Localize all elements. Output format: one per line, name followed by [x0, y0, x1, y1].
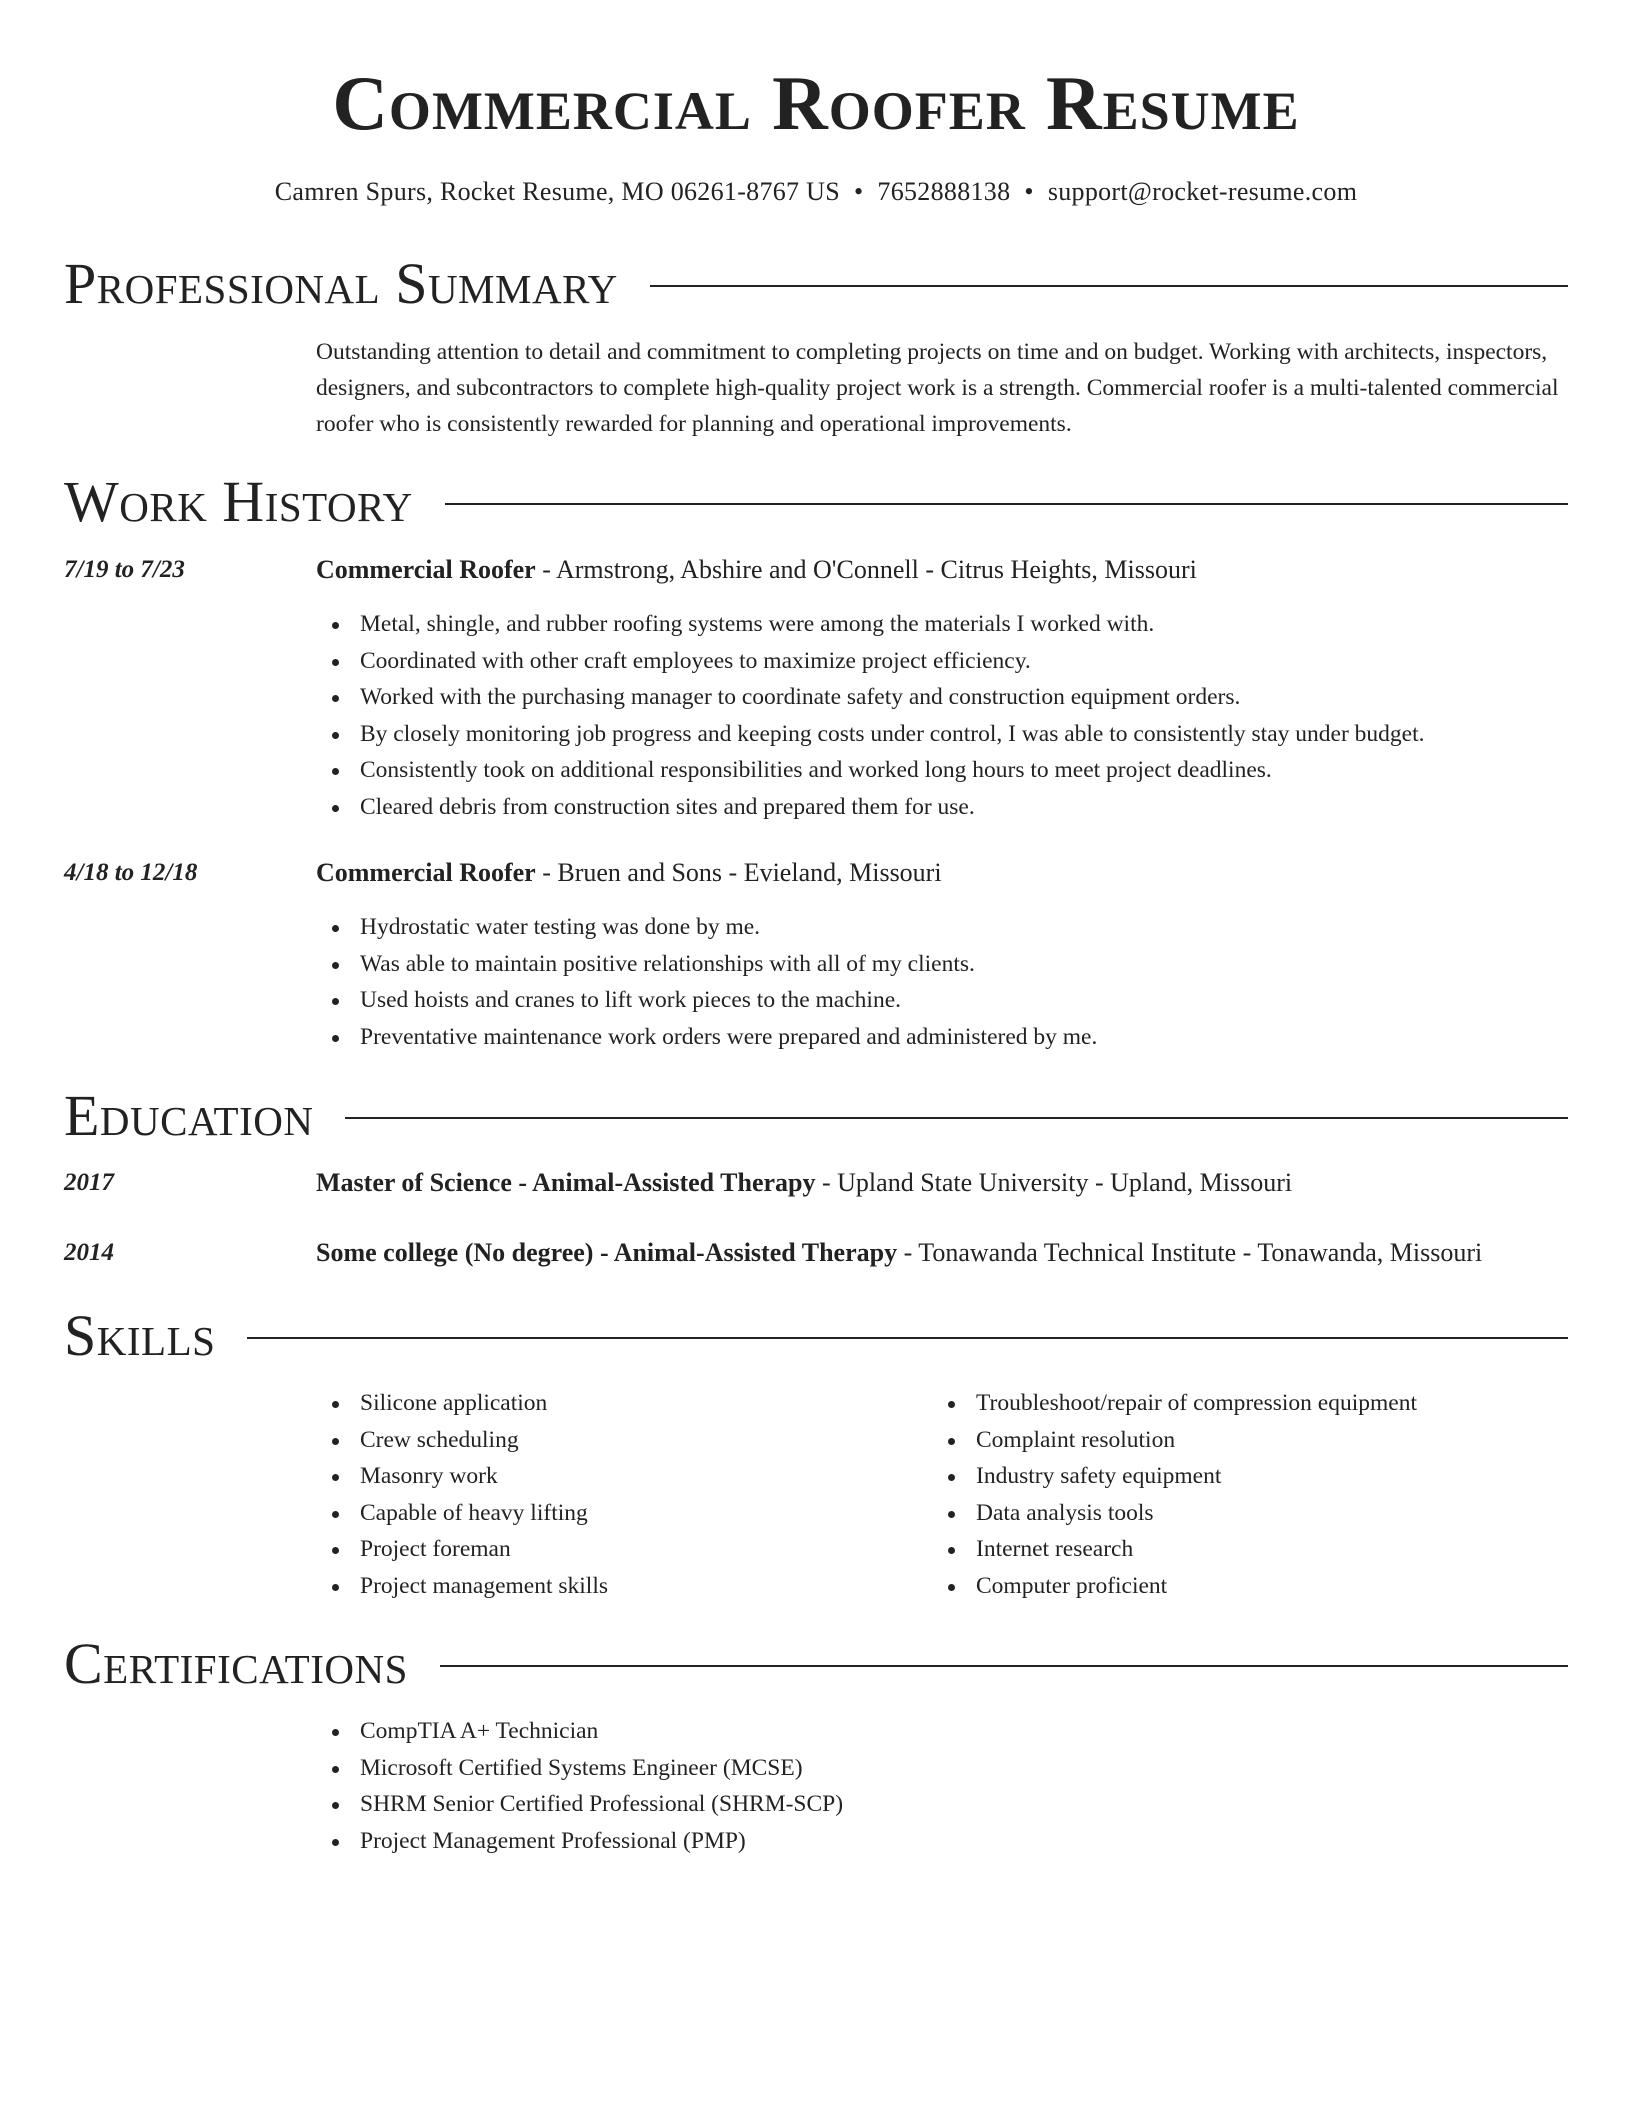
education-degree: Master of Science - Animal-Assisted Therapy [316, 1168, 816, 1197]
section-divider [650, 285, 1568, 287]
list-item: Was able to maintain positive relationships with all of my clients. [316, 946, 1578, 983]
skill-item: Masonry work [316, 1458, 916, 1495]
certifications-list [316, 1713, 1578, 1859]
contact-phone: 7652888138 [877, 177, 1011, 206]
education-details: - Tonawanda Technical Institute - Tonawanda, Missouri [897, 1238, 1483, 1267]
list-item: Preventative maintenance work orders were prepared and administered by me. [316, 1019, 1578, 1056]
contact-separator: • [854, 177, 864, 206]
section-title-skills: Skills [64, 1303, 216, 1368]
section-divider [345, 1117, 1568, 1119]
skill-item: Troubleshoot/repair of compression equipment [932, 1385, 1582, 1422]
contact-email: support@rocket-resume.com [1047, 177, 1358, 206]
section-title-education: Education [64, 1083, 314, 1148]
certification-item: Microsoft Certified Systems Engineer (MCSE) [316, 1750, 1578, 1787]
resume-title: Commercial Roofer Resume [332, 60, 1300, 146]
certification-item: Project Management Professional (PMP) [316, 1823, 1578, 1860]
contact-line [0, 176, 1632, 208]
section-title-summary: Professional Summary [64, 251, 618, 316]
section-title-certifications: Certifications [64, 1631, 408, 1696]
job-title: Commercial Roofer [316, 555, 536, 584]
skill-item: Project foreman [316, 1531, 916, 1568]
job-details: - Bruen and Sons - Evieland, Missouri [535, 858, 942, 887]
education-degree: Some college (No degree) - Animal-Assisted Therapy [316, 1238, 898, 1267]
section-divider [440, 1665, 1568, 1667]
section-divider [445, 503, 1568, 505]
skill-item: Complaint resolution [932, 1422, 1582, 1459]
education-year: 2017 [64, 1169, 114, 1196]
section-divider [247, 1337, 1568, 1339]
job-dates: 7/19 to 7/23 [64, 556, 185, 583]
education-details: - Upland State University - Upland, Missouri [815, 1168, 1293, 1197]
job-title-line [316, 553, 1586, 587]
job-bullets [316, 606, 1578, 825]
summary-text: Outstanding attention to detail and commitment to completing projects on time and on budget. Working with architects, inspectors, designers, and subcontractors to complete high-quality project work is a strength. Commercial roofer is a multi-talented commercial roofer who is consistently rewarded for planning and operational improvements. [316, 339, 1559, 437]
list-item: Used hoists and cranes to lift work pieces to the machine. [316, 982, 1578, 1019]
skills-list-left [316, 1385, 916, 1604]
skill-item: Data analysis tools [932, 1495, 1582, 1532]
job-title: Commercial Roofer [316, 858, 536, 887]
skill-item: Project management skills [316, 1568, 916, 1605]
education-line [316, 1236, 1586, 1270]
section-header-work-history [64, 470, 1568, 534]
list-item: Hydrostatic water testing was done by me. [316, 909, 1578, 946]
skill-item: Capable of heavy lifting [316, 1495, 916, 1532]
job-title-line [316, 856, 1586, 890]
list-item: Consistently took on additional responsibilities and worked long hours to meet project deadlines. [316, 752, 1578, 789]
skill-item: Crew scheduling [316, 1422, 916, 1459]
section-header-summary [64, 252, 1568, 316]
list-item: Worked with the purchasing manager to coordinate safety and construction equipment orders. [316, 679, 1578, 716]
certification-item: SHRM Senior Certified Professional (SHRM-SCP) [316, 1786, 1578, 1823]
list-item: Coordinated with other craft employees to maximize project efficiency. [316, 643, 1578, 680]
list-item: By closely monitoring job progress and keeping costs under control, I was able to consistently stay under budget. [316, 716, 1578, 753]
section-header-skills [64, 1304, 1568, 1368]
contact-address: Camren Spurs, Rocket Resume, MO 06261-8767 US [274, 177, 840, 206]
education-line [316, 1166, 1586, 1200]
skill-item: Silicone application [316, 1385, 916, 1422]
section-header-certifications [64, 1632, 1568, 1696]
job-bullets [316, 909, 1578, 1055]
section-header-education [64, 1084, 1568, 1148]
skills-list-right [932, 1385, 1582, 1604]
section-title-work-history: Work History [64, 469, 413, 534]
job-details: - Armstrong, Abshire and O'Connell - Citrus Heights, Missouri [535, 555, 1197, 584]
education-year: 2014 [64, 1239, 114, 1266]
list-item: Metal, shingle, and rubber roofing systems were among the materials I worked with. [316, 606, 1578, 643]
skill-item: Internet research [932, 1531, 1582, 1568]
skill-item: Industry safety equipment [932, 1458, 1582, 1495]
job-dates: 4/18 to 12/18 [64, 859, 198, 886]
skill-item: Computer proficient [932, 1568, 1582, 1605]
list-item: Cleared debris from construction sites and prepared them for use. [316, 789, 1578, 826]
contact-separator: • [1024, 177, 1034, 206]
certification-item: CompTIA A+ Technician [316, 1713, 1578, 1750]
